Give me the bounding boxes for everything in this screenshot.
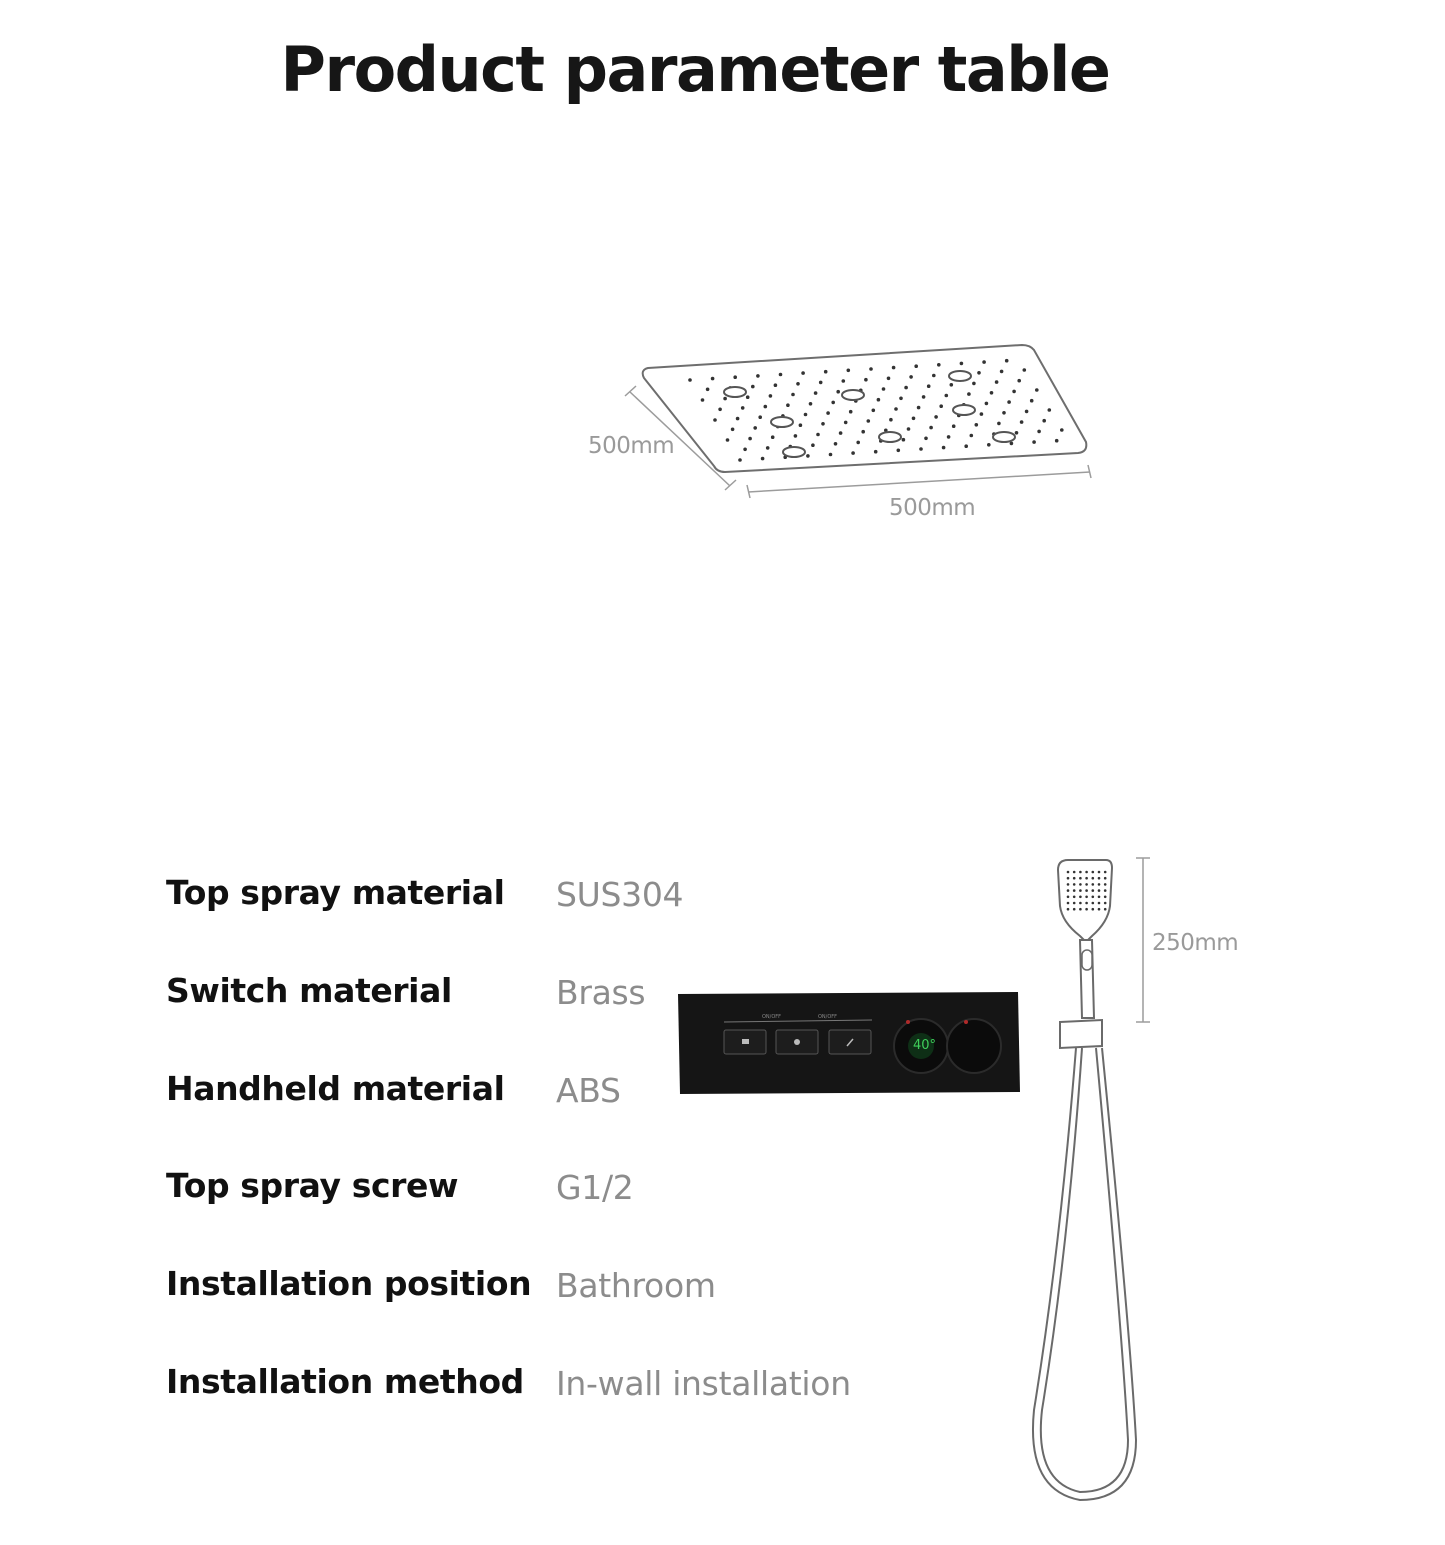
spray-nozzle-dot <box>912 417 916 421</box>
spray-nozzle-dot <box>919 447 923 451</box>
spray-nozzle-dot <box>847 369 851 373</box>
spray-jet <box>724 387 746 397</box>
spray-nozzle-dot <box>975 423 979 427</box>
spray-nozzle-dot <box>990 391 994 395</box>
spray-nozzle-dot <box>909 375 913 379</box>
hand-spray-hole <box>1098 896 1101 899</box>
spray-nozzle-dot <box>1060 428 1064 432</box>
spray-jet <box>993 432 1015 442</box>
spray-nozzle-dot <box>927 384 931 388</box>
hand-spray-hole <box>1073 871 1076 874</box>
spray-nozzle-dot <box>950 383 954 387</box>
hand-spray-hole <box>1073 896 1076 899</box>
parameter-value: G1/2 <box>556 1168 634 1208</box>
spray-nozzle-dot <box>1002 411 1006 415</box>
spray-nozzle-dot <box>794 434 798 438</box>
spray-nozzle-dot <box>736 417 740 421</box>
spray-nozzle-dot <box>824 370 828 374</box>
spray-nozzle-dot <box>980 412 984 416</box>
spray-nozzle-dot <box>796 382 800 386</box>
hand-spray-hole <box>1079 896 1082 899</box>
hand-spray-hole <box>1092 889 1095 892</box>
spray-nozzle-dot <box>801 371 805 375</box>
hand-spray-hole <box>1104 883 1107 886</box>
spray-nozzle-dot <box>856 441 860 445</box>
spray-nozzle-dot <box>738 458 742 462</box>
wall-bracket <box>1060 1020 1102 1048</box>
spray-nozzle-dot <box>1030 399 1034 403</box>
spray-nozzle-dot <box>766 446 770 450</box>
spray-nozzle-dot <box>1015 431 1019 435</box>
spray-nozzle-dot <box>842 379 846 383</box>
spray-nozzle-dot <box>1023 368 1027 372</box>
spray-nozzle-dot <box>1037 430 1041 434</box>
spray-nozzle-dot <box>839 431 843 435</box>
spray-nozzle-dot <box>799 423 803 427</box>
spray-nozzle-dot <box>1005 359 1009 363</box>
spray-nozzle-dot <box>701 398 705 402</box>
spray-nozzle-dot <box>960 362 964 366</box>
spray-nozzle-dot <box>779 373 783 377</box>
parameter-label: Top spray material <box>166 873 505 912</box>
spray-nozzle-dot <box>1007 400 1011 404</box>
hand-spray-hole <box>1098 889 1101 892</box>
spray-nozzle-dot <box>942 446 946 450</box>
spray-nozzle-dot <box>746 395 750 399</box>
width-dimension-line <box>748 472 1090 492</box>
spray-nozzle-dot <box>897 449 901 453</box>
spray-nozzle-dot <box>834 442 838 446</box>
spray-jet <box>879 432 901 442</box>
spray-nozzle-dot <box>844 421 848 425</box>
spray-nozzle-dot <box>882 387 886 391</box>
spray-nozzle-dot <box>972 382 976 386</box>
hand-spray-hole <box>1092 908 1095 911</box>
hand-spray-hole <box>1098 902 1101 905</box>
hand-spray-hole <box>1085 902 1088 905</box>
spray-nozzle-dot <box>769 394 773 398</box>
spray-nozzle-dot <box>970 434 974 438</box>
spray-nozzle-dot <box>917 406 921 410</box>
spray-nozzle-dot <box>836 390 840 394</box>
spray-nozzle-dot <box>718 408 722 412</box>
spray-nozzle-dot <box>771 435 775 439</box>
spray-nozzle-dot <box>829 453 833 457</box>
spray-jet <box>953 405 975 415</box>
spray-nozzle-dot <box>774 383 778 387</box>
spray-nozzle-dot <box>1025 410 1029 414</box>
spray-nozzle-dot <box>904 386 908 390</box>
spray-nozzle-dot <box>814 391 818 395</box>
spray-nozzle-dot <box>821 422 825 426</box>
spray-nozzle-dot <box>967 392 971 396</box>
spray-nozzle-dot <box>743 448 747 452</box>
spray-jet <box>783 447 805 457</box>
spray-nozzle-dot <box>1017 379 1021 383</box>
spray-nozzle-dot <box>995 380 999 384</box>
hand-spray-hole <box>1079 902 1082 905</box>
spray-nozzle-dot <box>706 388 710 392</box>
spray-nozzle-dot <box>874 450 878 454</box>
spray-nozzle-dot <box>929 426 933 430</box>
spray-nozzle-dot <box>1042 419 1046 423</box>
spray-nozzle-dot <box>982 360 986 364</box>
hand-spray-hole <box>1073 877 1076 880</box>
rain-shower-head-icon <box>0 0 1445 600</box>
spray-nozzle-dot <box>869 367 873 371</box>
spray-nozzle-dot <box>688 378 692 382</box>
spray-nozzle-dot <box>756 374 760 378</box>
spray-nozzle-dot <box>987 443 991 447</box>
hand-spray-hole <box>1092 877 1095 880</box>
hand-spray-hole <box>1067 902 1070 905</box>
spray-nozzle-dot <box>831 401 835 405</box>
spray-nozzle-dot <box>892 366 896 370</box>
spray-nozzle-dot <box>977 371 981 375</box>
spray-nozzle-dot <box>761 457 765 461</box>
hand-spray-hole <box>1098 908 1101 911</box>
spray-nozzle-dot <box>849 410 853 414</box>
hand-spray-hole <box>1085 896 1088 899</box>
hand-spray-hole <box>1104 896 1107 899</box>
spray-jet <box>949 371 971 381</box>
spray-nozzle-dot <box>816 433 820 437</box>
spray-nozzle-dot <box>934 415 938 419</box>
shower-plate-outline <box>643 345 1087 472</box>
spray-nozzle-dot <box>952 424 956 428</box>
spray-nozzle-dot <box>889 418 893 422</box>
spray-nozzle-dot <box>819 381 823 385</box>
spray-nozzle-dot <box>809 402 813 406</box>
top-spray-depth-label: 500mm <box>588 433 675 459</box>
spray-nozzle-dot <box>733 375 737 379</box>
hand-spray-hole <box>1073 883 1076 886</box>
spray-nozzle-dot <box>851 451 855 455</box>
spray-nozzle-dot <box>806 454 810 458</box>
spray-nozzle-dot <box>1012 390 1016 394</box>
spray-nozzle-dot <box>924 437 928 441</box>
spray-nozzle-dot <box>753 426 757 430</box>
parameter-label: Top spray screw <box>166 1166 459 1206</box>
hand-spray-hole <box>1085 871 1088 874</box>
spray-nozzle-dot <box>1000 370 1004 374</box>
spray-nozzle-dot <box>864 378 868 382</box>
spray-nozzle-dot <box>997 422 1001 426</box>
hand-spray-hole <box>1073 902 1076 905</box>
spray-nozzle-dot <box>726 438 730 442</box>
spray-nozzle-dot <box>914 364 918 368</box>
hand-spray-hole <box>1085 877 1088 880</box>
parameter-value: SUS304 <box>556 875 684 914</box>
spray-nozzle-dot <box>1035 388 1039 392</box>
hand-spray-hole <box>1079 889 1082 892</box>
hand-spray-hole <box>1067 883 1070 886</box>
parameter-value: In-wall installation <box>556 1363 851 1403</box>
hand-spray-hole <box>1085 889 1088 892</box>
hand-spray-hole <box>1067 908 1070 911</box>
parameter-row <box>166 1257 886 1355</box>
spray-nozzle-dot <box>861 430 865 434</box>
spray-nozzle-dot <box>741 406 745 410</box>
spray-nozzle-dot <box>947 435 951 439</box>
spray-nozzle-dot <box>786 403 790 407</box>
hand-spray-hole <box>1104 902 1107 905</box>
parameter-value: Brass <box>556 972 646 1012</box>
hand-shower-height-label: 250mm <box>1152 930 1239 956</box>
spray-jet <box>842 390 864 400</box>
hand-spray-hole <box>1098 883 1101 886</box>
spray-nozzle-dot <box>964 444 968 448</box>
parameter-table <box>166 866 886 1453</box>
parameter-label: Installation position <box>166 1264 532 1304</box>
hand-spray-hole <box>1073 889 1076 892</box>
spray-nozzle-dot <box>804 413 808 417</box>
hand-spray-hole <box>1104 871 1107 874</box>
hand-spray-hole <box>1067 889 1070 892</box>
hand-spray-hole <box>1079 877 1082 880</box>
svg-text:ON/OFF: ON/OFF <box>762 1014 782 1020</box>
spray-nozzle-dot <box>1032 440 1036 444</box>
hand-spray-hole <box>1079 871 1082 874</box>
parameter-label: Switch material <box>166 970 452 1010</box>
spray-nozzle-dot <box>872 409 876 413</box>
spray-nozzle-dot <box>902 438 906 442</box>
parameter-label: Handheld material <box>166 1068 505 1108</box>
hand-spray-hole <box>1092 902 1095 905</box>
spray-nozzle-dot <box>711 377 715 381</box>
hand-spray-hole <box>1104 908 1107 911</box>
spray-nozzle-dot <box>985 402 989 406</box>
spray-nozzle-dot <box>1048 408 1052 412</box>
parameter-row <box>166 866 886 964</box>
parameter-value: ABS <box>556 1070 621 1110</box>
spray-nozzle-dot <box>887 377 891 381</box>
spray-jet <box>771 417 793 427</box>
spray-nozzle-dot <box>939 404 943 408</box>
hand-spray-hole <box>1098 871 1101 874</box>
spray-nozzle-dot <box>731 428 735 432</box>
spray-nozzle-dot <box>1055 439 1059 443</box>
hand-spray-hole <box>1067 871 1070 874</box>
top-spray-width-label: 500mm <box>889 495 976 521</box>
parameter-row <box>166 1159 886 1257</box>
spray-nozzle-dot <box>764 405 768 409</box>
spray-nozzle-dot <box>791 393 795 397</box>
hand-spray-hole <box>1067 896 1070 899</box>
spray-nozzle-dot <box>932 374 936 378</box>
spray-nozzle-dot <box>899 397 903 401</box>
spray-nozzle-dot <box>894 407 898 411</box>
spray-nozzle-dot <box>877 398 881 402</box>
parameter-value: Bathroom <box>556 1266 716 1306</box>
spray-nozzle-dot <box>922 395 926 399</box>
hand-spray-hole <box>1098 877 1101 880</box>
spray-nozzle-dot <box>748 437 752 441</box>
flow-control-knob <box>947 1019 1001 1073</box>
shower-hose <box>1033 1048 1136 1500</box>
thermostatic-valve-panel-icon <box>676 990 1026 1100</box>
hand-spray-hole <box>1104 889 1107 892</box>
hand-spray-hole <box>1079 908 1082 911</box>
spray-nozzle-dot <box>907 427 911 431</box>
hand-spray-hole <box>1092 883 1095 886</box>
spray-nozzle-dot <box>751 385 755 389</box>
hand-spray-hole <box>1104 877 1107 880</box>
page-title: Product parameter table <box>280 33 1110 106</box>
hand-spray-hole <box>1073 908 1076 911</box>
spray-nozzle-dot <box>1020 420 1024 424</box>
spray-nozzle-dot <box>937 363 941 367</box>
spray-nozzle-dot <box>826 411 830 415</box>
hand-spray-hole <box>1067 877 1070 880</box>
hand-spray-hole <box>1092 871 1095 874</box>
hand-spray-hole <box>1085 908 1088 911</box>
spray-nozzle-dot <box>713 418 717 422</box>
hand-spray-hole <box>1092 896 1095 899</box>
svg-text:ON/OFF: ON/OFF <box>818 1014 838 1020</box>
parameter-row <box>166 1355 886 1453</box>
spray-nozzle-dot <box>945 394 949 398</box>
temperature-display: 40° <box>913 1038 937 1053</box>
spray-nozzle-dot <box>867 419 871 423</box>
spray-nozzle-dot <box>723 397 727 401</box>
hand-spray-hole <box>1085 883 1088 886</box>
parameter-label: Installation method <box>166 1361 524 1401</box>
spray-nozzle-dot <box>758 415 762 419</box>
hand-spray-hole <box>1079 883 1082 886</box>
spray-nozzle-dot <box>811 443 815 447</box>
